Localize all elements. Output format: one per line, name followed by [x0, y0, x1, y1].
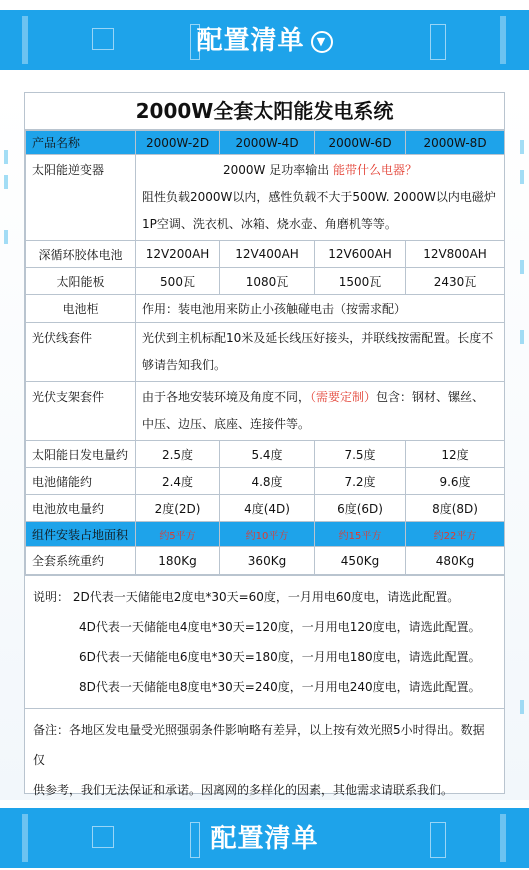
table-row-battery [26, 241, 505, 268]
cell: 6度(6D) [315, 495, 406, 522]
note-line: 6D代表一天储能电6度电*30天=180度，一月用电180度电，请选此配置。 [79, 650, 481, 664]
cell: 2.4度 [136, 468, 220, 495]
inverter-line1: 2000W 足功率输出 [222, 163, 334, 177]
row-label: 太阳能板 [26, 268, 136, 295]
pvcable-line2: 够请告知我们。 [142, 358, 227, 372]
table-row-panel [26, 268, 505, 295]
cell: 12度 [406, 441, 505, 468]
cell: 4.8度 [220, 468, 315, 495]
cell: 约5平方 [136, 522, 220, 547]
bracket-line1c: 包含：钢材、镙丝、 [376, 390, 485, 404]
note-line: 说明： 2D代表一天储能电2度电*30天=60度，一月用电60度电，请选此配置。 [33, 590, 460, 604]
cell: 2度(2D) [136, 495, 220, 522]
row-label: 光伏线套件 [26, 323, 136, 382]
top-banner [0, 10, 529, 70]
bracket-line2: 中压、边压、底座、连接件等。 [142, 417, 311, 431]
cell: 360Kg [220, 547, 315, 575]
side-deco [520, 170, 524, 184]
table-header-row [26, 131, 505, 155]
row-label: 太阳能逆变器 [26, 155, 136, 241]
inverter-line3: 1P空调、洗衣机、冰箱、烧水壶、角磨机等等。 [142, 217, 397, 231]
cell: 约15平方 [315, 522, 406, 547]
row-label: 电池放电量约 [26, 495, 136, 522]
row-label: 深循环胶体电池 [26, 241, 136, 268]
cell: 180Kg [136, 547, 220, 575]
chevron-down-icon: ▼ [311, 31, 333, 53]
inverter-link: 能带什么电器？ [333, 163, 418, 177]
table-row-inverter [26, 155, 505, 241]
cell: 480Kg [406, 547, 505, 575]
remark-section [25, 708, 504, 811]
inverter-desc [136, 155, 505, 241]
cell: 7.5度 [315, 441, 406, 468]
row-label: 电池储能约 [26, 468, 136, 495]
table-row-discharge [26, 495, 505, 522]
banner-title: 配置清单 [210, 824, 319, 854]
table-row-cabinet [26, 295, 505, 323]
header-product: 产品名称 [26, 131, 136, 155]
side-deco [4, 175, 8, 189]
cell: 12V400AH [220, 241, 315, 268]
row-label: 组件安装占地面积 [26, 522, 136, 547]
row-label: 全套系统重约 [26, 547, 136, 575]
side-deco [520, 330, 524, 344]
side-deco [520, 140, 524, 154]
table-row-pvcable [26, 323, 505, 382]
pvcable-line1: 光伏到主机标配10米及延长线压好接头，并联线按需配置。长度不 [142, 331, 494, 345]
table-row-area [26, 522, 505, 547]
cabinet-desc: 作用：装电池用来防止小孩触碰电击（按需求配） [136, 295, 505, 323]
header-8d: 2000W-8D [406, 131, 505, 155]
table-row-bracket [26, 382, 505, 441]
cell: 约22平方 [406, 522, 505, 547]
note-line: 8D代表一天储能电8度电*30天=240度，一月用电240度电，请选此配置。 [79, 680, 481, 694]
cell: 12V200AH [136, 241, 220, 268]
cell: 5.4度 [220, 441, 315, 468]
inverter-line2: 阻性负载2000W以内，感性负载不大于500W. 2000W以内电磁炉 [142, 190, 496, 204]
doc-title: 2000W全套太阳能发电系统 [25, 93, 504, 130]
side-deco [520, 700, 524, 714]
table-row-storage [26, 468, 505, 495]
cell: 12V800AH [406, 241, 505, 268]
bracket-line1a: 由于各地安装环境及角度不同， [142, 390, 311, 404]
cell: 约10平方 [220, 522, 315, 547]
side-deco [520, 260, 524, 274]
side-deco [4, 230, 8, 244]
side-deco [4, 150, 8, 164]
header-4d: 2000W-4D [220, 131, 315, 155]
header-6d: 2000W-6D [315, 131, 406, 155]
banner-title: 配置清单 ▼ [0, 20, 529, 57]
table-row-daily [26, 441, 505, 468]
row-label: 电池柜 [26, 295, 136, 323]
row-label: 光伏支架套件 [26, 382, 136, 441]
bracket-custom: （需要定制） [310, 390, 377, 404]
cell: 1080瓦 [220, 268, 315, 295]
cell: 8度(8D) [406, 495, 505, 522]
remark-line: 供参考，我们无法保证和承诺。因离网的多样化的因素，其他需求请联系我们。 [33, 783, 454, 797]
table-row-weight [26, 547, 505, 575]
row-label: 太阳能日发电量约 [26, 441, 136, 468]
header-2d: 2000W-2D [136, 131, 220, 155]
notes-section [25, 575, 504, 708]
config-card [24, 92, 505, 797]
cell: 4度(4D) [220, 495, 315, 522]
cell: 2430瓦 [406, 268, 505, 295]
pvcable-desc [136, 323, 505, 382]
cell: 450Kg [315, 547, 406, 575]
remark-line: 备注：各地区发电量受光照强弱条件影响略有差异，以上按有效光照5小时得出。数据仅 [33, 723, 485, 767]
cell: 500瓦 [136, 268, 220, 295]
cell: 7.2度 [315, 468, 406, 495]
cell: 2.5度 [136, 441, 220, 468]
config-table [25, 130, 505, 575]
bracket-desc [136, 382, 505, 441]
bottom-banner [0, 808, 529, 868]
cell: 9.6度 [406, 468, 505, 495]
cell: 12V600AH [315, 241, 406, 268]
note-line: 4D代表一天储能电4度电*30天=120度，一月用电120度电，请选此配置。 [79, 620, 481, 634]
cell: 1500瓦 [315, 268, 406, 295]
